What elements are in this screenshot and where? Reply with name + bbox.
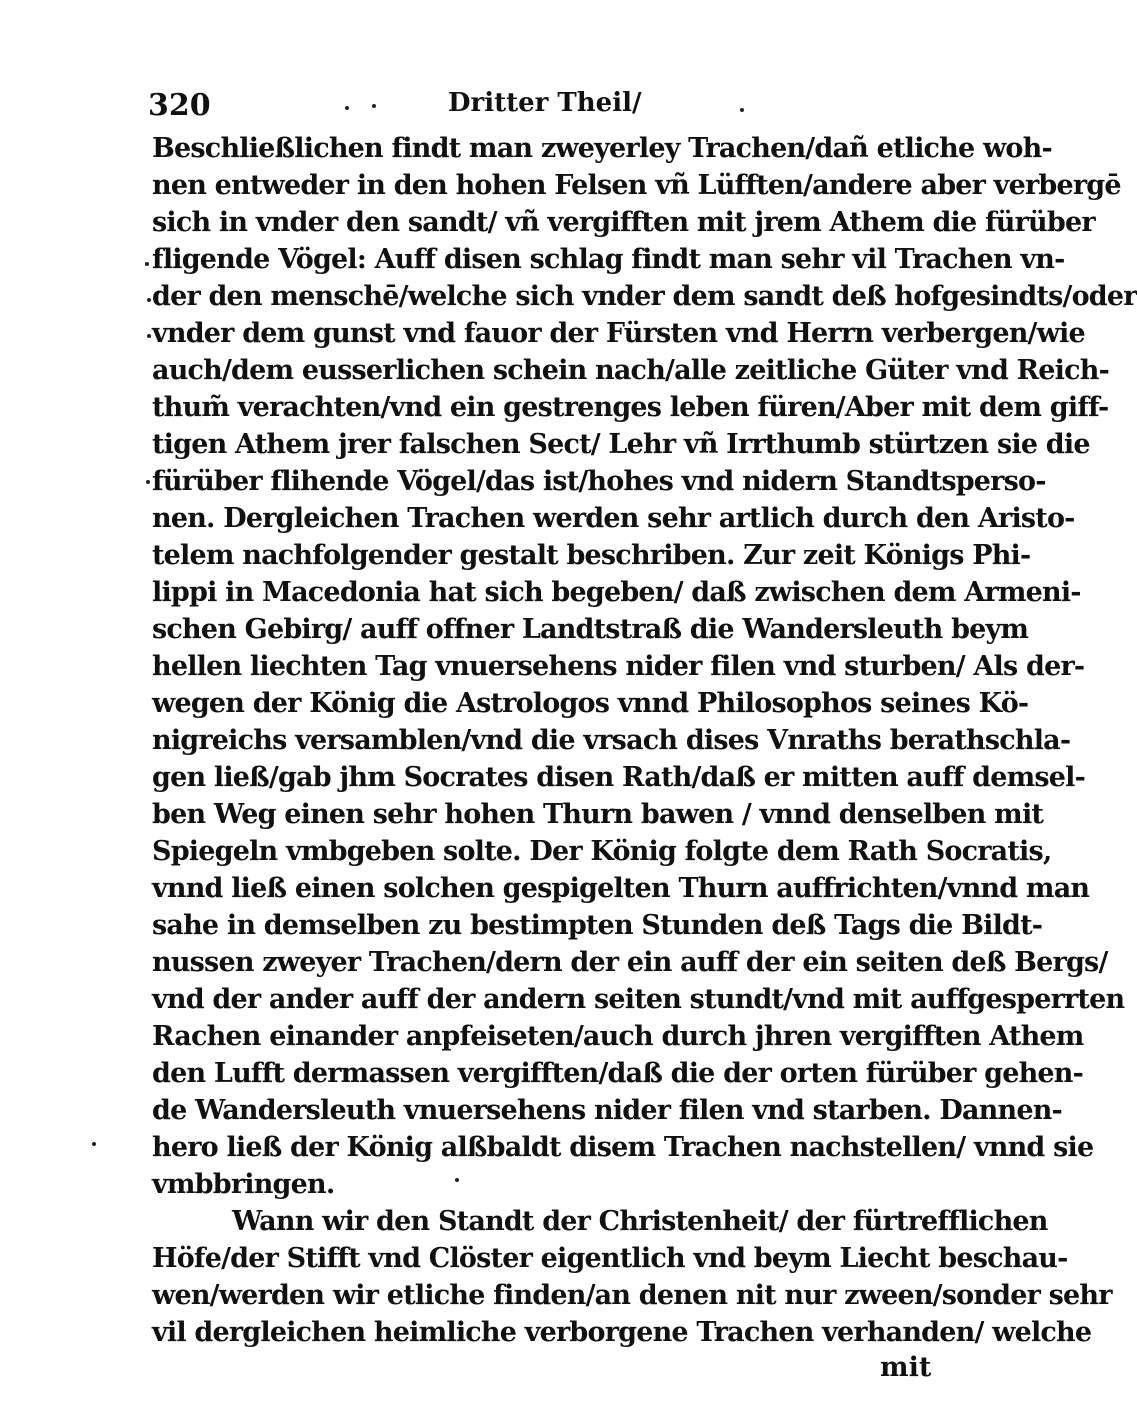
text-line: nigreichs versamblen/vnd die vrsach dises Vnraths berathschla- <box>152 725 1071 756</box>
body-text <box>152 130 1137 1351</box>
text-line: tigen Athem jrer falschen Sect/ Lehr vñ Irrthumb stürtzen sie die <box>152 429 1090 460</box>
text-line: nen entweder in den hohen Felsen vñ Lüfften/andere aber verbergē <box>152 170 1121 201</box>
running-head: Dritter Theil/ <box>448 88 642 118</box>
text-line: ben Weg einen sehr hohen Thurn bawen / vnnd denselben mit <box>152 799 1044 830</box>
text-line: Rachen einander anpfeiseten/auch durch jhren vergifften Athem <box>152 1021 1084 1052</box>
text-line: Höfe/der Stifft vnd Clöster eigentlich vnd beym Liecht beschau- <box>152 1243 1068 1274</box>
text-line: vnnd ließ einen solchen gespigelten Thurn auffrichten/vnnd man <box>152 873 1090 904</box>
text-line: sahe in demselben zu bestimpten Stunden deß Tags die Bildt- <box>152 910 1043 941</box>
text-line: vmbbringen. <box>152 1169 335 1200</box>
text-line: hero ließ der König alßbaldt disem Trachen nachstellen/ vnnd sie <box>152 1132 1094 1163</box>
text-line: fligende Vögel: Auff disen schlag findt man sehr vil Trachen vn- <box>152 244 1065 275</box>
print-speck <box>455 1178 459 1182</box>
text-line: Beschließlichen findt man zweyerley Trachen/dañ etliche woh- <box>152 133 1052 164</box>
text-line: fürüber flihende Vögel/das ist/hohes vnd nidern Standtsperso- <box>152 466 1046 497</box>
text-line: vnd der ander auff der andern seiten stundt/vnd mit auffgesperrten <box>152 984 1125 1015</box>
paragraph-start-line: Wann wir den Standt der Christenheit/ der fürtrefflichen <box>232 1206 1048 1237</box>
catchword: mit <box>880 1352 932 1383</box>
text-line: nussen zweyer Trachen/dern der ein auff der ein seiten deß Bergs/ <box>152 947 1108 978</box>
text-line: der den menschē/welche sich vnder dem sandt deß hofgesindts/oder <box>152 281 1137 312</box>
print-speck <box>740 108 744 112</box>
text-line: lippi in Macedonia hat sich begeben/ daß zwischen dem Armeni- <box>152 577 1081 608</box>
text-line: Spiegeln vmbgeben solte. Der König folgte dem Rath Socratis, <box>152 836 1052 867</box>
print-speck <box>345 106 349 110</box>
page-header <box>148 88 748 124</box>
text-line: hellen liechten Tag vnuersehens nider filen vnd sturben/ Als der- <box>152 651 1085 682</box>
text-line: telem nachfolgender gestalt beschriben. Zur zeit Königs Phi- <box>152 540 1031 571</box>
text-line: vnder dem gunst vnd fauor der Fürsten vnd Herrn verbergen/wie <box>152 318 1085 349</box>
text-line: gen ließ/gab jhm Socrates disen Rath/daß er mitten auff demsel- <box>152 762 1086 793</box>
page-number: 320 <box>148 88 211 123</box>
print-speck <box>372 104 376 108</box>
text-line: thum̃ verachten/vnd ein gestrenges leben füren/Aber mit dem giff- <box>152 392 1109 423</box>
text-line: sich in vnder den sandt/ vñ vergifften mit jrem Athem die fürüber <box>152 207 1095 238</box>
print-speck <box>146 480 150 484</box>
text-line: de Wandersleuth vnuersehens nider filen vnd starben. Dannen- <box>152 1095 1062 1126</box>
text-line: den Lufft dermassen vergifften/daß die der orten fürüber gehen- <box>152 1058 1084 1089</box>
text-line: vil dergleichen heimliche verborgene Trachen verhanden/ welche <box>152 1317 1092 1348</box>
print-speck <box>92 1142 96 1146</box>
text-line: wen/werden wir etliche finden/an denen nit nur zween/sonder sehr <box>152 1280 1112 1311</box>
print-speck <box>145 262 149 266</box>
print-speck <box>147 334 151 338</box>
print-speck <box>147 298 151 302</box>
text-line: auch/dem eusserlichen schein nach/alle zeitliche Güter vnd Reich- <box>152 355 1109 386</box>
text-line: schen Gebirg/ auff offner Landtstraß die Wandersleuth beym <box>152 614 1029 645</box>
text-line: nen. Dergleichen Trachen werden sehr artlich durch den Aristo- <box>152 503 1075 534</box>
text-line: wegen der König die Astrologos vnnd Philosophos seines Kö- <box>152 688 1029 719</box>
